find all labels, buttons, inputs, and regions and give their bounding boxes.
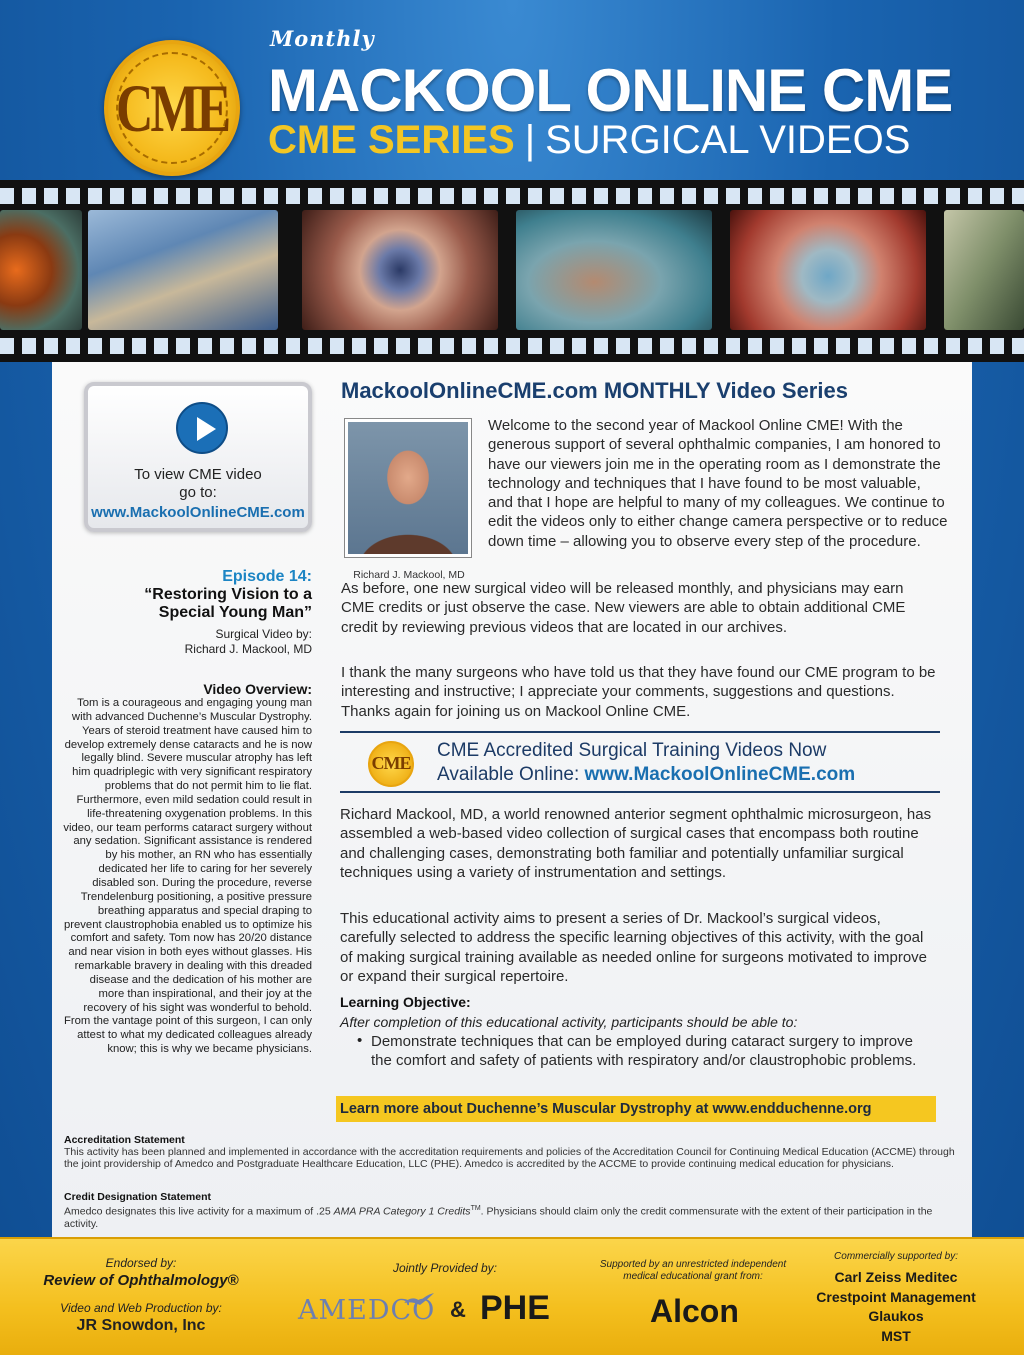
cme-mini-seal: [368, 741, 414, 787]
surgery-frame-6: [944, 210, 1024, 330]
mini-seal-text: CME: [371, 753, 411, 773]
jointly-provided-label: Jointly Provided by:: [392, 1261, 498, 1275]
author-portrait: [344, 418, 472, 558]
supported-label: Supported by an unrestricted independent medical educational grant from:: [599, 1259, 787, 1282]
surgery-frame-1: [0, 210, 82, 330]
banner-url-link[interactable]: www.MackoolOnlineCME.com: [584, 764, 856, 785]
subtitle: [268, 118, 910, 163]
supporter-glaukos: Glaukos: [868, 1308, 924, 1324]
portrait-caption: Richard J. Mackool, MD: [353, 569, 465, 581]
supporter-zeiss: Carl Zeiss Meditec: [834, 1269, 958, 1285]
ampersand: &: [450, 1297, 466, 1322]
credit-heading: Credit Designation Statement: [64, 1191, 212, 1203]
surgery-frame-3: [302, 210, 498, 330]
monthly-label: Monthly: [270, 26, 375, 51]
cme-seal-logo: [104, 40, 240, 176]
supporter-mst: MST: [881, 1327, 911, 1344]
supporter-crestpoint: Crestpoint Management: [816, 1288, 976, 1305]
welcome-paragraph: Welcome to the second year of Mackool Online CME! With the generous support of several ophthalmic companies, I am honored to have our viewers join me in the operating room as I demonstrate the technology and techniques that I have found to be most valuable, and that I hope are helpful to many of my colleagues. We continue to edit the videos only to either change camera perspective or to reduce down time – allowing you to observe every step of the procedure.: [488, 417, 948, 550]
learning-objective-heading: Learning Objective:: [340, 994, 471, 1010]
release-paragraph: As before, one new surgical video will be released monthly, and physicians may earn CME credits or just observe the case. New viewers are able to obtain additional CME credit by reviewing previous videos that are located in our archives.: [341, 580, 906, 636]
film-perforations-bottom: [0, 338, 1024, 354]
cme-accredited-banner: [340, 731, 940, 793]
credit-tm: TM: [470, 1205, 481, 1212]
commercial-support-label: Commercially supported by:: [834, 1251, 958, 1262]
banner-line2: [437, 764, 855, 786]
alcon-logo: Alcon: [650, 1293, 739, 1329]
credit-text-post: . Physicians should claim only the credit commensurate with the extent of their participation in the activity.: [64, 1205, 933, 1230]
learning-objective-intro: After completion of this educational activity, participants should be able to:: [340, 1014, 798, 1030]
series-label: CME SERIES: [268, 118, 515, 162]
overview-heading: Video Overview:: [203, 681, 312, 697]
video-box-line2: go to:: [179, 484, 217, 501]
film-strip: [0, 180, 1024, 362]
video-box-line1: To view CME video: [134, 466, 262, 483]
episode-byline-2: Richard J. Mackool, MD: [184, 642, 312, 656]
bullet-icon: •: [357, 1032, 363, 1049]
header: [0, 0, 1024, 180]
videos-label: SURGICAL VIDEOS: [545, 118, 911, 162]
episode-title: [60, 586, 312, 622]
learn-more-link[interactable]: Learn more about Duchenne’s Muscular Dystrophy at www.endduchenne.org: [336, 1096, 936, 1122]
page-title: MACKOOL ONLINE CME: [268, 57, 953, 124]
portrait-image: [348, 422, 468, 554]
accreditation-text: This activity has been planned and implemented in accordance with the accreditation requirements and policies of the Accreditation Council for Continuing Medical Education (ACCME) through the joint providership of Amedco and Postgraduate Healthcare Education, LLC (PHE). Amedco is accredited by the ACCME to provide continuing medical education for physicians.: [64, 1146, 955, 1171]
bird-icon: [404, 1293, 434, 1307]
accreditation-heading: Accreditation Statement: [64, 1134, 185, 1146]
video-production-value: JR Snowdon, Inc: [76, 1317, 206, 1334]
video-production-label: Video and Web Production by:: [60, 1301, 222, 1315]
episode-byline: [60, 627, 312, 657]
video-link-box[interactable]: [84, 382, 312, 532]
surgery-frame-2: [88, 210, 278, 330]
video-url-link[interactable]: www.MackoolOnlineCME.com: [91, 504, 305, 521]
seal-text: CME: [115, 72, 229, 147]
learning-objective-item: Demonstrate techniques that can be employed during cataract surgery to improve the comfort and safety of patients with respiratory and/or claustrophobic problems.: [371, 1033, 917, 1070]
surgery-frame-4: [516, 210, 712, 330]
endorsed-label: Endorsed by:: [105, 1256, 177, 1270]
phe-logo: PHE: [480, 1289, 550, 1327]
film-perforations-top: [0, 188, 1024, 204]
series-title: MackoolOnlineCME.com MONTHLY Video Series: [341, 378, 848, 403]
subtitle-separator: |: [524, 118, 536, 162]
about-paragraph: Richard Mackool, MD, a world renowned anterior segment ophthalmic microsurgeon, has assembled a web-based video collection of surgical cases that encompass both routine and challenging cases, demonstrating both familiar and potentially unfamiliar surgical techniques using a variety of instrumentation and settings.: [340, 806, 932, 881]
play-icon[interactable]: [176, 402, 228, 454]
credit-text: [64, 1203, 964, 1230]
endorsed-value: Review of Ophthalmology®: [43, 1272, 239, 1289]
episode-title-line2: Special Young Man”: [158, 604, 312, 621]
credit-text-em: AMA PRA Category 1 Credits: [333, 1205, 471, 1218]
episode-byline-1: Surgical Video by:: [215, 627, 312, 641]
overview-text: Tom is a courageous and engaging young man with advanced Duchenne’s Muscular Dystrophy. Years of steroid treatment have caused him to develop extremely dense cataracts and he is now legally blind. Severe muscular atrophy has left him quadriplegic with very significant respiratory problems that do not permit him to lie flat. Furthermore, even mild sedation could result in life-threatening oxygenation problems. In this video, our team performs cataract surgery without any sedation. Significant assistance is rendered by his mother, an RN who has essentially dedicated her life to caring for her severely disabled son. During the procedure, reverse Trendelenburg positioning, a positive pressure breathing apparatus and special draping to prevent claustrophobia enabled us to optimize his comfort and safety. Tom now has 20/20 distance and near vision in both eyes without glasses. His remarkable bravery in dealing with this dreaded disease and the dedication of his mother are more than inspirational, and their joy at the recovery of his sight was wonderful to behold. From the vantage point of this surgeon, I can only attest to what my dedicated colleagues already know; this is why we became physicians.: [63, 697, 312, 1056]
amedco-logo: AMEDCO: [298, 1295, 436, 1326]
episode-number: Episode 14:: [222, 568, 312, 585]
aim-paragraph: This educational activity aims to present a series of Dr. Mackool’s surgical videos, carefully selected to address the specific learning objectives of this activity, with the goal of making surgical training available as needed online for surgeons motivated to improve or expand their surgical repertoire.: [340, 910, 927, 985]
surgery-frame-5: [730, 210, 926, 330]
credit-text-pre: Amedco designates this live activity for a maximum of .25: [64, 1205, 334, 1218]
commercial-supporters: [780, 1268, 1012, 1346]
thanks-paragraph: I thank the many surgeons who have told us that they have found our CME program to be interesting and instructive; I appreciate your comments, suggestions and questions. Thanks again for joining us on Mackool Online CME.: [341, 664, 936, 720]
episode-title-line1: “Restoring Vision to a: [144, 586, 312, 603]
banner-line1: CME Accredited Surgical Training Videos Now: [437, 740, 827, 761]
sponsor-footer: [0, 1237, 1024, 1355]
banner-line2-prefix: Available Online:: [437, 764, 585, 785]
